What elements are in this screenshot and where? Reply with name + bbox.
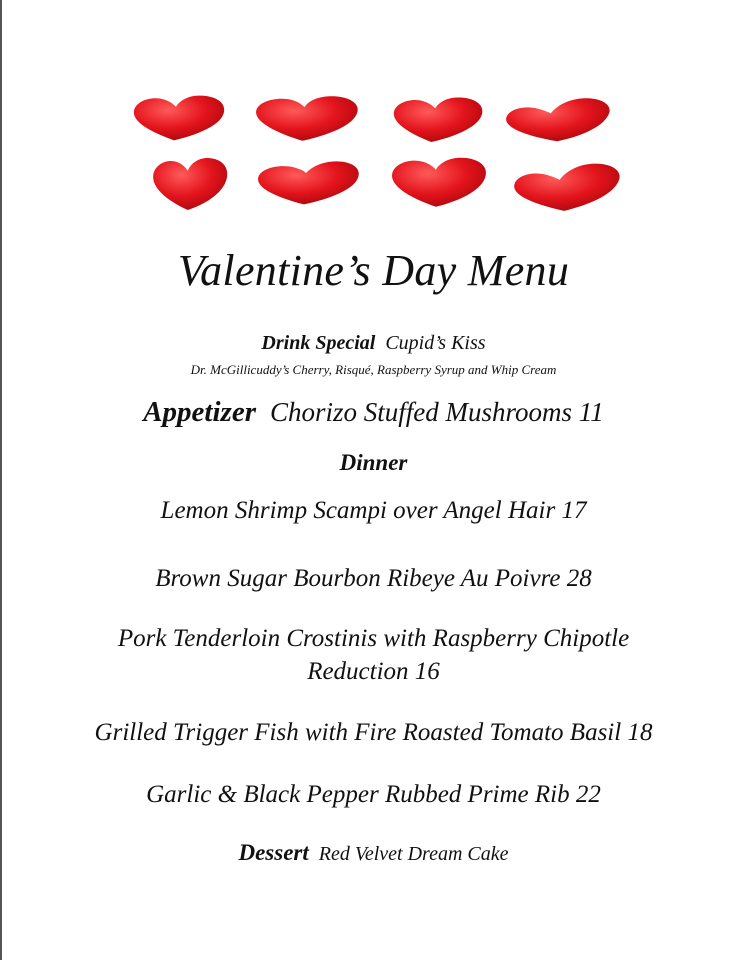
dinner-item: Garlic & Black Pepper Rubbed Prime Rib 22 bbox=[146, 781, 601, 808]
heart-icon bbox=[134, 96, 224, 141]
dinner-item-line: Reduction 16 bbox=[307, 658, 440, 685]
dessert-line bbox=[0, 840, 747, 866]
heart-icon bbox=[506, 98, 610, 141]
hearts-graphic bbox=[120, 88, 630, 223]
heart-icon bbox=[392, 158, 486, 207]
dinner-heading: Dinner bbox=[339, 450, 408, 475]
drink-special-description: Dr. McGillicuddy’s Cherry, Risqué, Raspberry Syrup and Whip Cream bbox=[190, 362, 557, 377]
appetizer-line bbox=[0, 396, 747, 429]
dinner-item: Brown Sugar Bourbon Ribeye Au Poivre 28 bbox=[155, 565, 592, 592]
drink-special-line bbox=[0, 332, 747, 355]
appetizer-item: Chorizo Stuffed Mushrooms 11 bbox=[270, 397, 604, 427]
dinner-item: Grilled Trigger Fish with Fire Roasted Tomato Basil 18 bbox=[94, 719, 653, 746]
dessert-label: Dessert bbox=[238, 840, 309, 865]
heart-icon bbox=[514, 164, 620, 211]
menu-title: Valentine’s Day Menu bbox=[177, 246, 570, 295]
heart-icon bbox=[394, 97, 483, 142]
appetizer-label: Appetizer bbox=[143, 396, 256, 428]
dessert-item: Red Velvet Dream Cake bbox=[318, 843, 509, 865]
hearts-decoration bbox=[120, 88, 630, 223]
page-left-border bbox=[0, 0, 2, 960]
drink-special-name: Cupid’s Kiss bbox=[385, 332, 486, 354]
dinner-item: Lemon Shrimp Scampi over Angel Hair 17 bbox=[160, 497, 587, 524]
heart-icon bbox=[258, 161, 359, 204]
dinner-item-line: Pork Tenderloin Crostinis with Raspberry Chipotle bbox=[117, 625, 630, 652]
heart-icon bbox=[256, 96, 358, 141]
heart-icon bbox=[153, 158, 227, 210]
dinner-item bbox=[0, 622, 747, 688]
drink-special-label: Drink Special bbox=[261, 332, 376, 354]
